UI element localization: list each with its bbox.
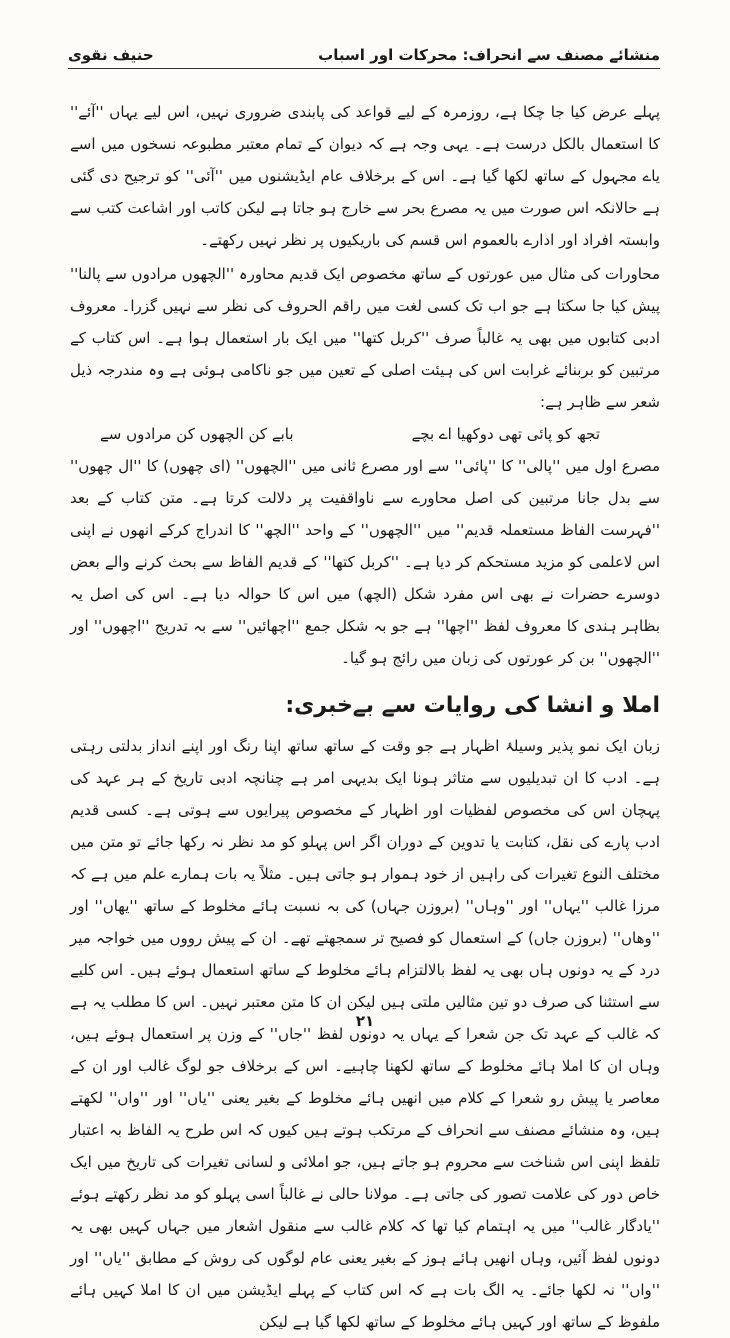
- chapter-title: منشائے مصنف سے انحراف: محرکات اور اسباب: [318, 46, 660, 64]
- paragraph: محاورات کی مثال میں عورتوں کے ساتھ مخصوص ایک قدیم محاورہ ''الچھوں مرادوں سے پالنا'' پیش کیا جا سکتا ہے جو اب تک کسی لغت میں راقم الحروف کی نظر سے نہیں گزرا۔ معروف ادبی کتابوں میں بھی یہ غالباً صرف ''کربل کتھا'' میں ایک بار استعمال ہوا ہے۔ اس کتاب کے مرتبین کو بربنائے غرابت اس کی ہیئت اصلی کے تعین میں جو ناکامی ہوئی ہے وہ مندرجہ ذیل شعر سے ظاہر ہے:: [70, 265, 660, 411]
- verse-couplet: [70, 418, 660, 450]
- verse-first-hemistich: تجھ کو پائی تھی دوکھیا اے بچے: [411, 425, 600, 443]
- paragraph: زبان ایک نمو پذیر وسیلۂ اظہار ہے جو وقت کے ساتھ ساتھ اپنا رنگ اور اپنے انداز بدلتی رہتی ہے۔ ادب کا ان تبدیلیوں سے متاثر ہونا ایک بدیہی امر ہے چنانچہ ادبی تاریخ کے ہر عہد کی پہچان اس کی مخصوص لفظیات اور اظہار کے مخصوص پیرایوں سے ہوتی ہے۔ کسی قدیم ادب پارے کی نقل، کتابت یا تدوین کے دوران اگر اس پہلو کو مد نظر نہ رکھا جائے تو متن میں مختلف النوع تغیرات کی راہیں از خود ہموار ہو جاتی ہیں۔ مثلاً یہ بات ہمارے علم میں ہے کہ مرزا غالب ''یہاں'' اور ''وہاں'' (بروزن جہاں) کی بہ نسبت ہائے مخلوط کے ساتھ ''یھاں'' اور ''وھاں'' (بروزن جاں) کے استعمال کو فصیح تر سمجھتے تھے۔ ان کے پیش رووں میں خواجہ میر درد کے یہ دونوں ہاں بھی یہ لفظ بالالتزام ہائے مخلوط کے ساتھ استعمال ہوئے ہیں۔ اس کلیے سے استثنا کی صرف دو تین مثالیں ملتی ہیں لیکن ان کا متن معتبر نہیں۔ اس کا مطلب یہ ہے کہ غالب کے عہد تک جن شعرا کے یہاں یہ دونوں لفظ ''جاں'' کے وزن پر استعمال ہوئے ہیں، وہاں ان کا املا ہائے مخلوط کے ساتھ لکھنا چاہیے۔ اس کے برخلاف جو لوگ غالب اور ان کے معاصر یا پیش رو شعرا کے کلام میں انھیں ہائے مخلوط کے بغیر یعنی ''یاں'' اور ''واں'' لکھتے ہیں، وہ منشائے مصنف سے انحراف کے مرتکب ہوتے ہیں کیوں کہ اس طرح یہ الفاظ بہ اعتبار تلفظ اپنی اس شناخت سے محروم ہو جاتے ہیں، جو املائی و لسانی تغیرات کی تاریخ میں ایک خاص دور کی علامت تصور کی جاتی ہے۔ مولانا حالی نے غالباً اسی پہلو کو مد نظر رکھتے ہوئے ''یادگار غالب'' میں یہ اہتمام کیا تھا کہ کلام غالب سے منقول اشعار میں جہاں کہیں بھی یہ دونوں لفظ آئیں، وہاں انھیں ہائے ہوز کے بغیر یعنی عام لوگوں کی روش کے مطابق ''یاں'' اور ''واں'' نہ لکھا جائے۔ یہ الگ بات ہے کہ اس کتاب کے پہلے ایڈیشن میں ان کا املا کہیں ہائے ملفوظ کے ساتھ اور کہیں ہائے مخلوط کے ساتھ لکھا گیا ہے لیکن: [70, 737, 660, 1331]
- page-body: [70, 96, 660, 1338]
- verse-second-hemistich: بابے کن الچھوں کن مرادوں سے: [100, 425, 294, 443]
- page-number: ۲۱: [355, 1012, 375, 1030]
- paragraph: پہلے عرض کیا جا چکا ہے، روزمرہ کے لیے قواعد کی پابندی ضروری نہیں، اس لیے یہاں ''آئے'' کا استعمال بالکل درست ہے۔ یہی وجہ ہے کہ دیوان کے تمام معتبر مطبوعہ نسخوں میں اسے یاے مجہول کے ساتھ لکھا گیا ہے۔ اس کے برخلاف عام ایڈیشنوں میں ''آئی'' کو ترجیح دی گئی ہے حالانکہ اس صورت میں یہ مصرع بحر سے خارج ہو جاتا ہے لیکن کاتب اور اشاعت کتب سے وابستہ افراد اور ادارے بالعموم اس قسم کی باریکیوں پر نظر نہیں رکھتے۔: [70, 103, 660, 249]
- running-header: [68, 34, 660, 69]
- paragraph: مصرع اول میں ''پالی'' کا ''پائی'' سے اور مصرع ثانی میں ''الچھوں'' (ای چھوں) کا ''ال چھوں'' سے بدل جانا مرتبین کی اصل محاورے سے ناواقفیت پر دلالت کرتا ہے۔ متن کتاب کے بعد ''فہرست الفاظ مستعملہ قدیم'' میں ''الچھوں'' کے واحد ''الچھ'' کا اندراج کرکے انھوں نے اپنی اس لاعلمی کو مزید مستحکم کر دیا ہے۔ ''کربل کتھا'' کے قدیم الفاظ سے بحث کرنے والے بعض دوسرے حضرات نے بھی اس مفرد شکل (الچھ) میں اس کا حوالہ دیا ہے۔ اس کی اصل یہ بظاہر ہندی کا معروف لفظ ''اچھا'' ہے جو بہ شکل جمع ''اچھائیں'' سے بہ تدریج ''اچھوں'' اور ''الچھوں'' بن کر عورتوں کی زبان میں رائج ہو گیا۔: [70, 457, 660, 667]
- author-name: حنیف نقوی: [68, 46, 154, 64]
- section-heading: املا و انشا کی روایات سے بےخبری:: [285, 693, 660, 718]
